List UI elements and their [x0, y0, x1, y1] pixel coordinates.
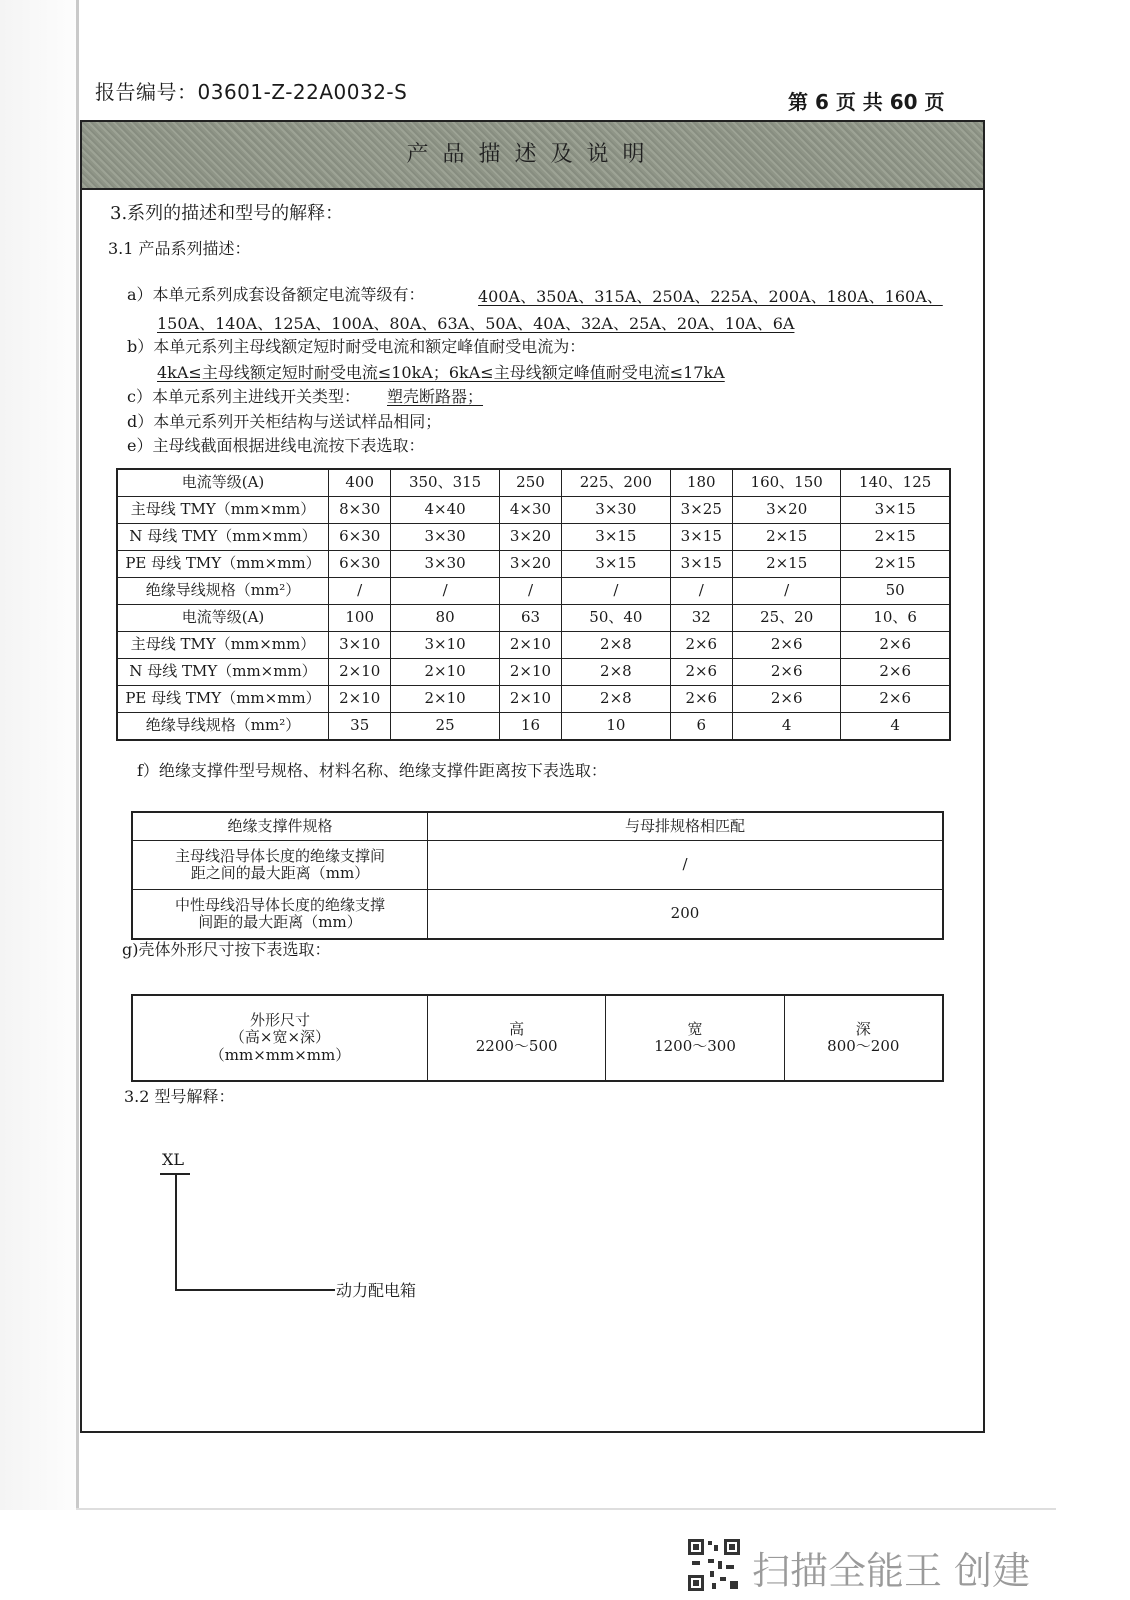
table-cell: 6×30	[329, 524, 391, 551]
height-value: 2200～500	[475, 1037, 558, 1055]
label-line: 中性母线沿导体长度的绝缘支撑	[174, 895, 385, 914]
width-title: 宽	[687, 1019, 703, 1038]
table-cell: 8×30	[329, 497, 391, 524]
table-cell: 2×10	[329, 686, 391, 713]
table-cell: 35	[329, 713, 391, 741]
table-cell: 2×10	[499, 632, 561, 659]
width-value: 1200～300	[654, 1037, 736, 1055]
main-busbar-distance-value: /	[428, 841, 944, 890]
section-3-2-title: 3.2 型号解释：	[124, 1087, 235, 1106]
model-meaning: 动力配电箱	[336, 1281, 417, 1300]
table-cell: 3×30	[391, 551, 499, 578]
table-cell: 2×6	[732, 659, 840, 686]
table-cell: 3×10	[329, 632, 391, 659]
label-line: （高×宽×深）	[229, 1028, 331, 1047]
table-cell: 160、150	[732, 469, 840, 497]
table-row	[117, 605, 950, 632]
table-cell: 2×15	[841, 551, 950, 578]
table-cell: /	[499, 578, 561, 605]
page-number: 第 6 页 共 60 页	[788, 90, 945, 114]
table-cell: 2×6	[841, 632, 950, 659]
row-label: 电流等级(A)	[117, 605, 329, 632]
table-cell: 3×15	[562, 551, 670, 578]
table-cell: 2×6	[670, 686, 732, 713]
item-b-label: b）本单元系列主母线额定短时耐受电流和额定峰值耐受电流为：	[127, 337, 586, 356]
busbar-table	[116, 468, 951, 741]
scanner-watermark: 扫描全能王 创建	[752, 1549, 1031, 1593]
table-cell: 2×6	[670, 632, 732, 659]
table-cell: 2×6	[732, 686, 840, 713]
table-cell: 63	[499, 605, 561, 632]
label-line: 外形尺寸	[249, 1011, 310, 1030]
table-row	[132, 995, 943, 1081]
table-row	[117, 686, 950, 713]
table-row	[117, 551, 950, 578]
table-cell: 180	[670, 469, 732, 497]
table-row	[117, 469, 950, 497]
model-bracket-vertical	[175, 1175, 177, 1291]
table-cell: 2×6	[732, 632, 840, 659]
table-cell: 2×10	[391, 659, 499, 686]
height-cell	[428, 995, 606, 1081]
table-cell: 3×20	[499, 551, 561, 578]
table-row	[132, 812, 943, 841]
item-a-values-line2: 150A、140A、125A、100A、80A、63A、50A、40A、32A、25A、20A、10A、6A	[157, 314, 795, 333]
table-cell: 3×15	[670, 524, 732, 551]
depth-value: 800～200	[827, 1037, 900, 1055]
table-cell: 3×20	[732, 497, 840, 524]
table-cell: 3×20	[499, 524, 561, 551]
height-title: 高	[509, 1019, 525, 1038]
label-line: 主母线沿导体长度的绝缘支撑间	[174, 846, 385, 865]
table-cell: /	[562, 578, 670, 605]
scan-shadow	[0, 0, 78, 1510]
table-cell: 3×15	[841, 497, 950, 524]
label-line: 距之间的最大距离（mm）	[190, 864, 370, 882]
table-cell: 4×30	[499, 497, 561, 524]
support-spec-value: 与母排规格相匹配	[428, 812, 944, 841]
support-spec-label: 绝缘支撑件规格	[132, 812, 428, 841]
item-e-text: e）主母线截面根据进线电流按下表选取：	[127, 436, 425, 455]
item-a-label: a）本单元系列成套设备额定电流等级有：	[127, 285, 425, 304]
table-cell: 2×10	[391, 686, 499, 713]
label-line: 间距的最大距离（mm）	[198, 913, 362, 931]
table-cell: 2×6	[841, 659, 950, 686]
table-row	[117, 497, 950, 524]
table-cell: 140、125	[841, 469, 950, 497]
table-cell: 250	[499, 469, 561, 497]
scan-edge	[76, 0, 79, 1510]
section-3-title: 3.系列的描述和型号的解释：	[110, 203, 344, 224]
depth-cell	[784, 995, 943, 1081]
table-cell: 6	[670, 713, 732, 741]
table-row	[117, 524, 950, 551]
width-cell	[606, 995, 784, 1081]
table-cell: /	[670, 578, 732, 605]
row-label: 电流等级(A)	[117, 469, 329, 497]
scan-bottom-edge	[76, 1508, 1056, 1510]
model-code: XL	[162, 1150, 185, 1169]
row-label: 绝缘导线规格（mm²）	[117, 713, 329, 741]
table-cell: 2×8	[562, 659, 670, 686]
dimension-label	[132, 995, 428, 1081]
qr-code-icon	[686, 1537, 742, 1593]
table-cell: 3×25	[670, 497, 732, 524]
report-number: 报告编号：03601-Z-22A0032-S	[95, 80, 408, 104]
row-label: 主母线 TMY（mm×mm）	[117, 497, 329, 524]
table-cell: 4	[732, 713, 840, 741]
table-cell: 2×8	[562, 686, 670, 713]
table-cell: 2×6	[670, 659, 732, 686]
neutral-busbar-distance-label	[132, 890, 428, 940]
support-table	[131, 811, 944, 940]
item-b-values: 4kA≤主母线额定短时耐受电流≤10kA；6kA≤主母线额定峰值耐受电流≤17kA	[157, 363, 725, 382]
table-cell: 50	[841, 578, 950, 605]
row-label: N 母线 TMY（mm×mm）	[117, 524, 329, 551]
model-bracket-horizontal	[175, 1289, 335, 1291]
item-f-text: f）绝缘支撑件型号规格、材料名称、绝缘支撑件距离按下表选取：	[137, 761, 607, 780]
table-cell: 2×15	[732, 551, 840, 578]
label-line: （mm×mm×mm）	[209, 1045, 351, 1064]
table-cell: 100	[329, 605, 391, 632]
table-cell: 2×10	[499, 659, 561, 686]
table-cell: 2×10	[499, 686, 561, 713]
table-cell: 225、200	[562, 469, 670, 497]
table-cell: 25	[391, 713, 499, 741]
table-cell: 2×15	[841, 524, 950, 551]
table-cell: 10	[562, 713, 670, 741]
table-cell: /	[732, 578, 840, 605]
item-c-value: 塑壳断路器；	[387, 387, 484, 406]
dimension-table	[131, 994, 944, 1082]
table-cell: 400	[329, 469, 391, 497]
table-cell: 2×15	[732, 524, 840, 551]
table-cell: 3×30	[562, 497, 670, 524]
table-cell: 3×30	[391, 524, 499, 551]
table-cell: 350、315	[391, 469, 499, 497]
row-label: 主母线 TMY（mm×mm）	[117, 632, 329, 659]
table-cell: 3×15	[670, 551, 732, 578]
table-row	[132, 841, 943, 890]
table-cell: 4	[841, 713, 950, 741]
main-busbar-distance-label	[132, 841, 428, 890]
table-cell: 6×30	[329, 551, 391, 578]
table-cell: 2×6	[841, 686, 950, 713]
table-cell: 3×10	[391, 632, 499, 659]
table-cell: 2×10	[329, 659, 391, 686]
table-cell: /	[391, 578, 499, 605]
section-3-1-title: 3.1 产品系列描述：	[108, 239, 251, 258]
table-cell: /	[329, 578, 391, 605]
row-label: 绝缘导线规格（mm²）	[117, 578, 329, 605]
table-row	[132, 890, 943, 940]
table-cell: 2×8	[562, 632, 670, 659]
depth-title: 深	[855, 1019, 871, 1038]
row-label: PE 母线 TMY（mm×mm）	[117, 686, 329, 713]
table-cell: 32	[670, 605, 732, 632]
table-row	[117, 578, 950, 605]
row-label: N 母线 TMY（mm×mm）	[117, 659, 329, 686]
table-row	[117, 659, 950, 686]
item-d-text: d）本单元系列开关柜结构与送试样品相同；	[127, 412, 442, 431]
item-c-label: c）本单元系列主进线开关类型：	[127, 387, 360, 406]
table-row	[117, 713, 950, 741]
table-cell: 80	[391, 605, 499, 632]
row-label: PE 母线 TMY（mm×mm）	[117, 551, 329, 578]
item-g-text: g)壳体外形尺寸按下表选取：	[122, 940, 331, 959]
table-cell: 25、20	[732, 605, 840, 632]
table-cell: 10、6	[841, 605, 950, 632]
neutral-busbar-distance-value: 200	[428, 890, 944, 940]
table-cell: 3×15	[562, 524, 670, 551]
table-row	[117, 632, 950, 659]
section-title: 产品描述及说明	[80, 120, 985, 190]
table-cell: 4×40	[391, 497, 499, 524]
table-cell: 16	[499, 713, 561, 741]
table-cell: 50、40	[562, 605, 670, 632]
item-a-values-line1: 400A、350A、315A、250A、225A、200A、180A、160A、	[478, 287, 943, 306]
